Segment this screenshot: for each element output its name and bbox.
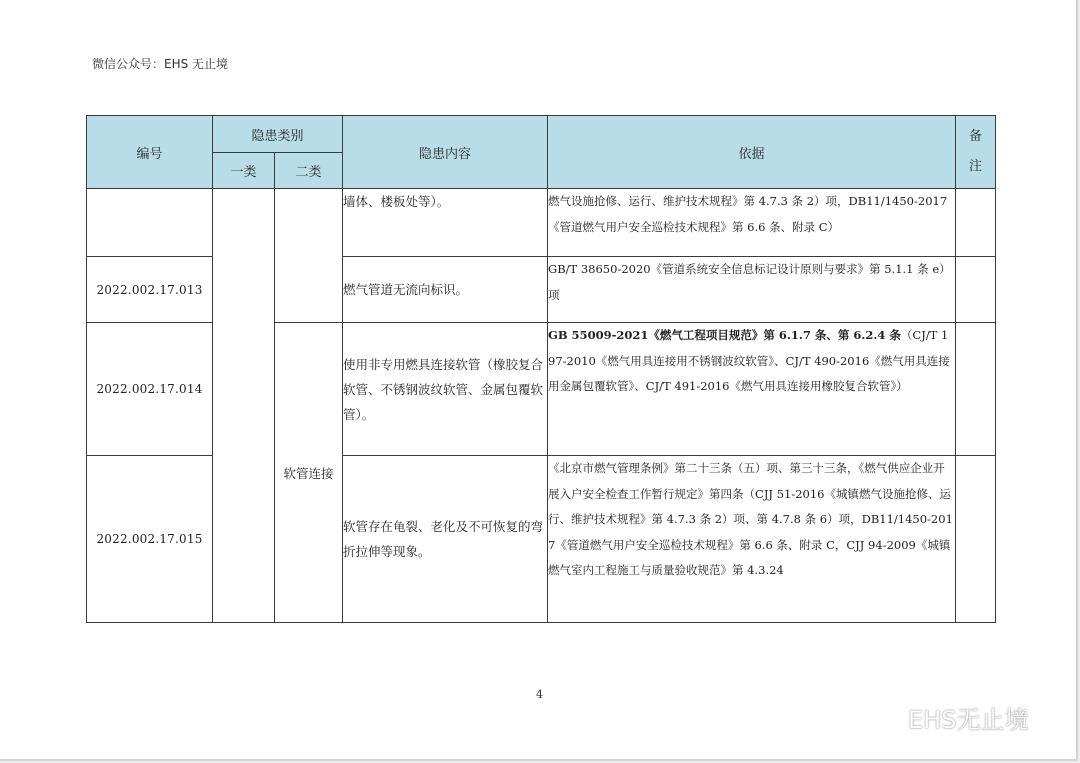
- row-basis: 燃气设施抢修、运行、维护技术规程》第 4.7.3 条 2）项，DB11/1450-2017《管道燃气用户安全巡检技术规程》第 6.6 条、附录 C）: [548, 189, 956, 257]
- watermark-text: EHS无止境: [908, 706, 1029, 734]
- row-notes: [956, 456, 996, 623]
- row-id: 2022.002.17.015: [87, 456, 213, 623]
- header-id: 编号: [87, 116, 213, 189]
- table-row: [87, 189, 996, 257]
- row-notes: [956, 323, 996, 456]
- row-basis: 《北京市燃气管理条例》第二十三条（五）项、第三十三条，《燃气供应企业开展入户安全检查工作暂行规定》第四条（CJJ 51-2016《城镇燃气设施抢修、运行、维护技术规程》第 4.7.3 条 2）项、第 4.7.8 条 6）项，DB11/1450-2017《管道燃气用户安全巡检技术规程》第 6.6 条、附录 C，CJJ 94-2009《城镇燃气室内工程施工与质量验收规范》第 4.3.24: [548, 456, 956, 623]
- cat2-cell-upper: [275, 189, 343, 323]
- row-basis-rest: （CJ/T 197-2010《燃气用具连接用不锈钢波纹软管》、CJ/T 490-2016《燃气用具连接用金属包覆软管》、CJ/T 491-2016《燃气用具连接用橡胶复合软管》）: [548, 328, 950, 393]
- row-id: [87, 189, 213, 257]
- category-group-label: 软管连接: [275, 323, 343, 623]
- row-notes: [956, 257, 996, 323]
- row-id: 2022.002.17.013: [87, 257, 213, 323]
- header-note: 微信公众号：EHS 无止境: [92, 57, 229, 71]
- cat1-cell: [213, 189, 275, 623]
- row-content: 墙体、楼板处等）。: [343, 189, 548, 257]
- row-notes: [956, 189, 996, 257]
- header-cat2: 二类: [275, 153, 343, 189]
- wechat-icon: [868, 704, 902, 732]
- page-number: 4: [536, 688, 543, 701]
- row-content: 燃气管道无流向标识。: [343, 257, 548, 323]
- watermark: [868, 700, 1028, 735]
- header-content: 隐患内容: [343, 116, 548, 189]
- row-content: 软管存在龟裂、老化及不可恢复的弯折拉伸等现象。: [343, 456, 548, 623]
- header-notes-line2: 注: [969, 159, 983, 174]
- hazard-table: [86, 115, 996, 623]
- row-id: 2022.002.17.014: [87, 323, 213, 456]
- header-cat1: 一类: [213, 153, 275, 189]
- row-basis: [548, 323, 956, 456]
- header-basis: 依据: [548, 116, 956, 189]
- header-category: 隐患类别: [213, 116, 343, 153]
- header-notes: [956, 116, 996, 189]
- row-basis: GB/T 38650-2020《管道系统安全信息标记设计原则与要求》第 5.1.1 条 e）项: [548, 257, 956, 323]
- header-notes-line1: 备: [969, 129, 983, 144]
- row-basis-bold: GB 55009-2021《燃气工程项目规范》第 6.1.7 条、第 6.2.4 条: [548, 328, 901, 342]
- row-content: 使用非专用燃具连接软管（橡胶复合软管、不锈钢波纹软管、金属包覆软管）。: [343, 323, 548, 456]
